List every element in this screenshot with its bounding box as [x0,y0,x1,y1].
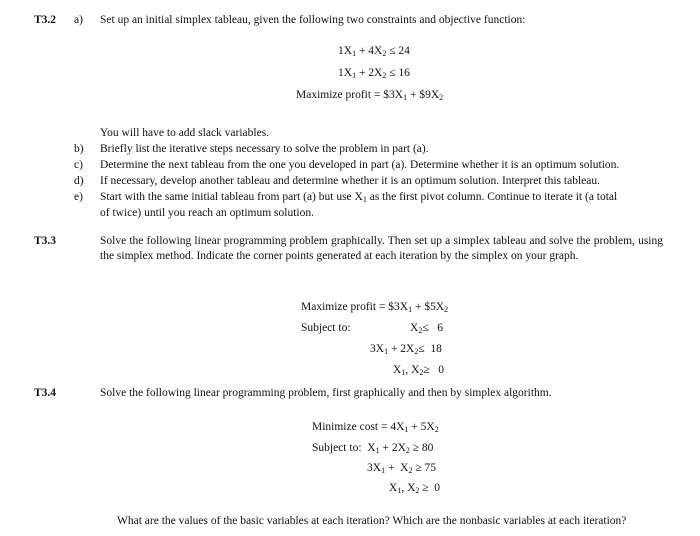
t34-objective-prefix: Minimize cost = [312,421,391,433]
sub: 1 [384,347,389,356]
t33-nonnegativity: $X_1$, $X_2\ge 0$ [393,364,445,377]
objective-function: Maximize profit = $\$3X_1$ + $\$9X_2$ [296,89,444,102]
sub: 1 [352,49,357,58]
part-a-marker: a) [74,14,83,26]
sub: 2 [444,305,449,314]
part-e-text-line2: of twice) until you reach an optimum solution. [100,207,314,219]
sub: 2 [405,446,410,455]
part-d-text: If necessary, develop another tableau and determine whether it is an optimum solution. Interpret this tableau. [100,175,600,187]
part-e-text: Start with the same initial tableau from part (a) but use $X_1$ as the first pivot column. Continue to iterate it (a total [100,191,618,204]
part-a-text: Set up an initial simplex tableau, given the following two constraints and objective function: [100,14,526,26]
problem-label-t34: T3.4 [34,387,57,399]
sub: 1 [404,425,409,434]
sub: 2 [419,368,424,377]
t33-objective: Maximize profit = $\$3X_1$ + $\$5X_2$ [301,301,449,314]
sub: 1 [401,368,406,377]
part-b-marker: b) [74,143,84,155]
sub: 2 [434,425,439,434]
t34-statement: Solve the following linear programming problem, first graphically and then by simplex algorithm. [100,387,552,399]
t34-constraint-1: Subject to: $X_1 + 2X_2 \ge 80$ [312,442,434,455]
sub: 2 [382,71,387,80]
sub: 1 [381,466,386,475]
sub: 1 [397,486,402,495]
t33-constraint-1: $X_2\le 6$ [410,322,443,335]
part-e-after: as the first pivot column. Continue to iterate it (a total [366,191,618,203]
sub: 1 [408,305,413,314]
sub: 1 [362,195,367,204]
t33-objective-prefix: Maximize profit = $ [301,301,395,313]
sub: 2 [408,466,413,475]
problem-label-t32: T3.2 [34,14,57,26]
part-b-text: Briefly list the iterative steps necessary to solve the problem in part (a). [100,143,429,155]
t34-nonnegativity: $X_1$, $X_2 \ge 0$ [389,482,441,495]
sub: 1 [352,71,357,80]
part-c-text: Determine the next tableau from the one you developed in part (a). Determine whether it is an optimum solution. [100,159,620,171]
t34-constraint-2: $3X_1 + X_2 \ge 75$ [367,462,437,475]
t33-constraint-2: $3X_1 + 2X_2\le 18$ [370,343,442,356]
part-e-marker: e) [74,191,83,203]
problem-label-t33: T3.3 [34,235,57,247]
sub: 1 [375,446,380,455]
objective-prefix: Maximize profit = $ [296,89,390,101]
part-e-before: Start with the same initial tableau from part (a) but use [100,191,355,203]
sub: 2 [414,347,419,356]
part-d-marker: d) [74,175,84,187]
constraint-2: $1X_1 + 2X_2 \le 16$ [338,67,410,80]
sub: 2 [439,93,444,102]
t33-statement: Solve the following linear programming problem graphically. Then set up a simplex tableau and solve the problem, using the simplex method. Indicate the corner points generated at each iteration by the simplex on your graph. [100,235,663,263]
t34-subject-to: Subject to: [312,442,362,454]
t33-subject-to: Subject to: [301,322,351,334]
sub: 2 [418,326,423,335]
slack-note: You will have to add slack variables. [100,127,270,139]
t34-objective: Minimize $\cos t = 4X_1 + 5X_2$ [312,421,439,434]
sub: 2 [415,486,420,495]
t34-question: What are the values of the basic variables at each iteration? Which are the nonbasic variables at each iteration? [117,515,627,527]
sub: 1 [403,93,408,102]
sub: 2 [382,49,387,58]
constraint-1: $1X_1 + 4X_2 \le 24$ [338,45,410,58]
part-c-marker: c) [74,159,83,171]
